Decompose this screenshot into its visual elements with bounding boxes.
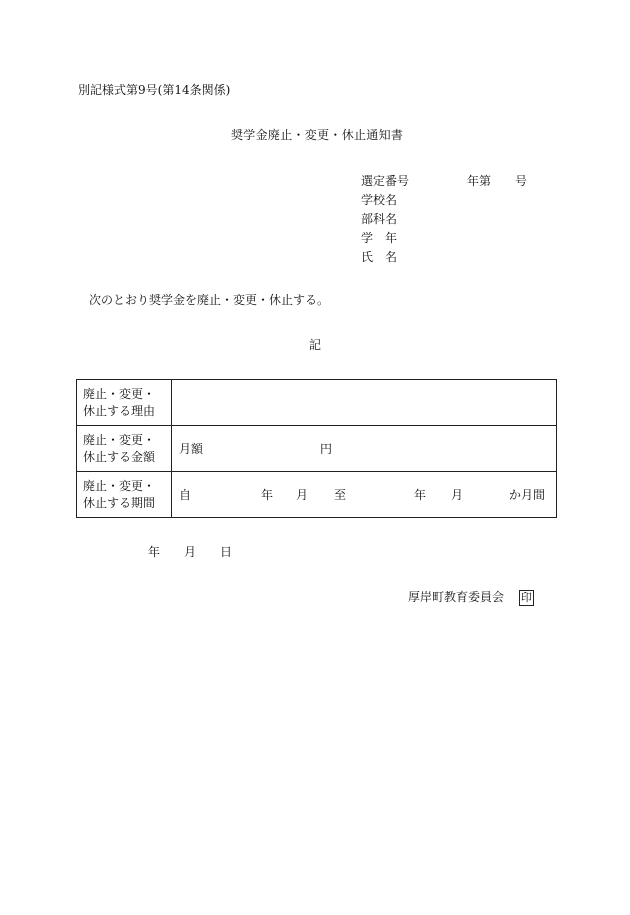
name-label: 氏 名 (361, 250, 398, 264)
period-from-label: 自 (179, 487, 192, 502)
applicant-info-block (361, 174, 528, 270)
table-row-period (77, 472, 557, 518)
period-year2-label: 年 (414, 487, 427, 502)
period-year1-label: 年 (261, 487, 274, 502)
document-title: 奨学金廃止・変更・休止通知書 (231, 128, 404, 142)
date-day-label: 日 (220, 545, 233, 559)
amount-value-cell[interactable] (172, 426, 557, 472)
reason-label-line2: 休止する理由 (83, 403, 156, 418)
period-to-label: 至 (334, 487, 347, 502)
issuer-block (408, 590, 534, 606)
period-months-label: か月間 (509, 487, 546, 502)
amount-label-line1: 廃止・変更・ (83, 432, 156, 447)
reason-value-cell[interactable] (172, 380, 557, 426)
period-month2-label: 月 (451, 487, 464, 502)
date-year-label: 年 (148, 545, 161, 559)
selection-year-label: 年第 (467, 174, 492, 188)
intro-text: 次のとおり奨学金を廃止・変更・休止する。 (89, 293, 330, 307)
department-label: 部科名 (361, 212, 398, 226)
issuer-name: 厚岸町教育委員会 (408, 590, 505, 604)
name-row (361, 251, 409, 270)
form-number-label: 別記様式第9号(第14条関係) (78, 83, 231, 97)
period-value-cell[interactable] (172, 472, 557, 518)
department-row (361, 213, 409, 232)
school-label: 学校名 (361, 193, 398, 207)
ki-heading: 記 (309, 338, 322, 352)
grade-label: 学 年 (361, 231, 398, 245)
reason-label-line1: 廃止・変更・ (83, 386, 156, 401)
monthly-label: 月額 (179, 441, 204, 456)
period-label-line2: 休止する期間 (83, 495, 156, 510)
yen-label: 円 (320, 441, 333, 456)
reason-label-cell (77, 380, 172, 426)
table-row-reason (77, 380, 557, 426)
notification-table (76, 379, 557, 518)
period-label-cell (77, 472, 172, 518)
table-row-amount (77, 426, 557, 472)
period-label-line1: 廃止・変更・ (83, 478, 156, 493)
selection-number-label: 選定番号 (361, 174, 410, 188)
grade-row (361, 232, 409, 251)
selection-number-suffix: 号 (515, 174, 528, 188)
selection-number-row (361, 174, 528, 194)
school-row (361, 194, 409, 213)
date-month-label: 月 (184, 545, 197, 559)
period-month1-label: 月 (296, 487, 309, 502)
amount-label-cell (77, 426, 172, 472)
seal-stamp-box: 印 (520, 591, 532, 604)
amount-label-line2: 休止する金額 (83, 449, 156, 464)
